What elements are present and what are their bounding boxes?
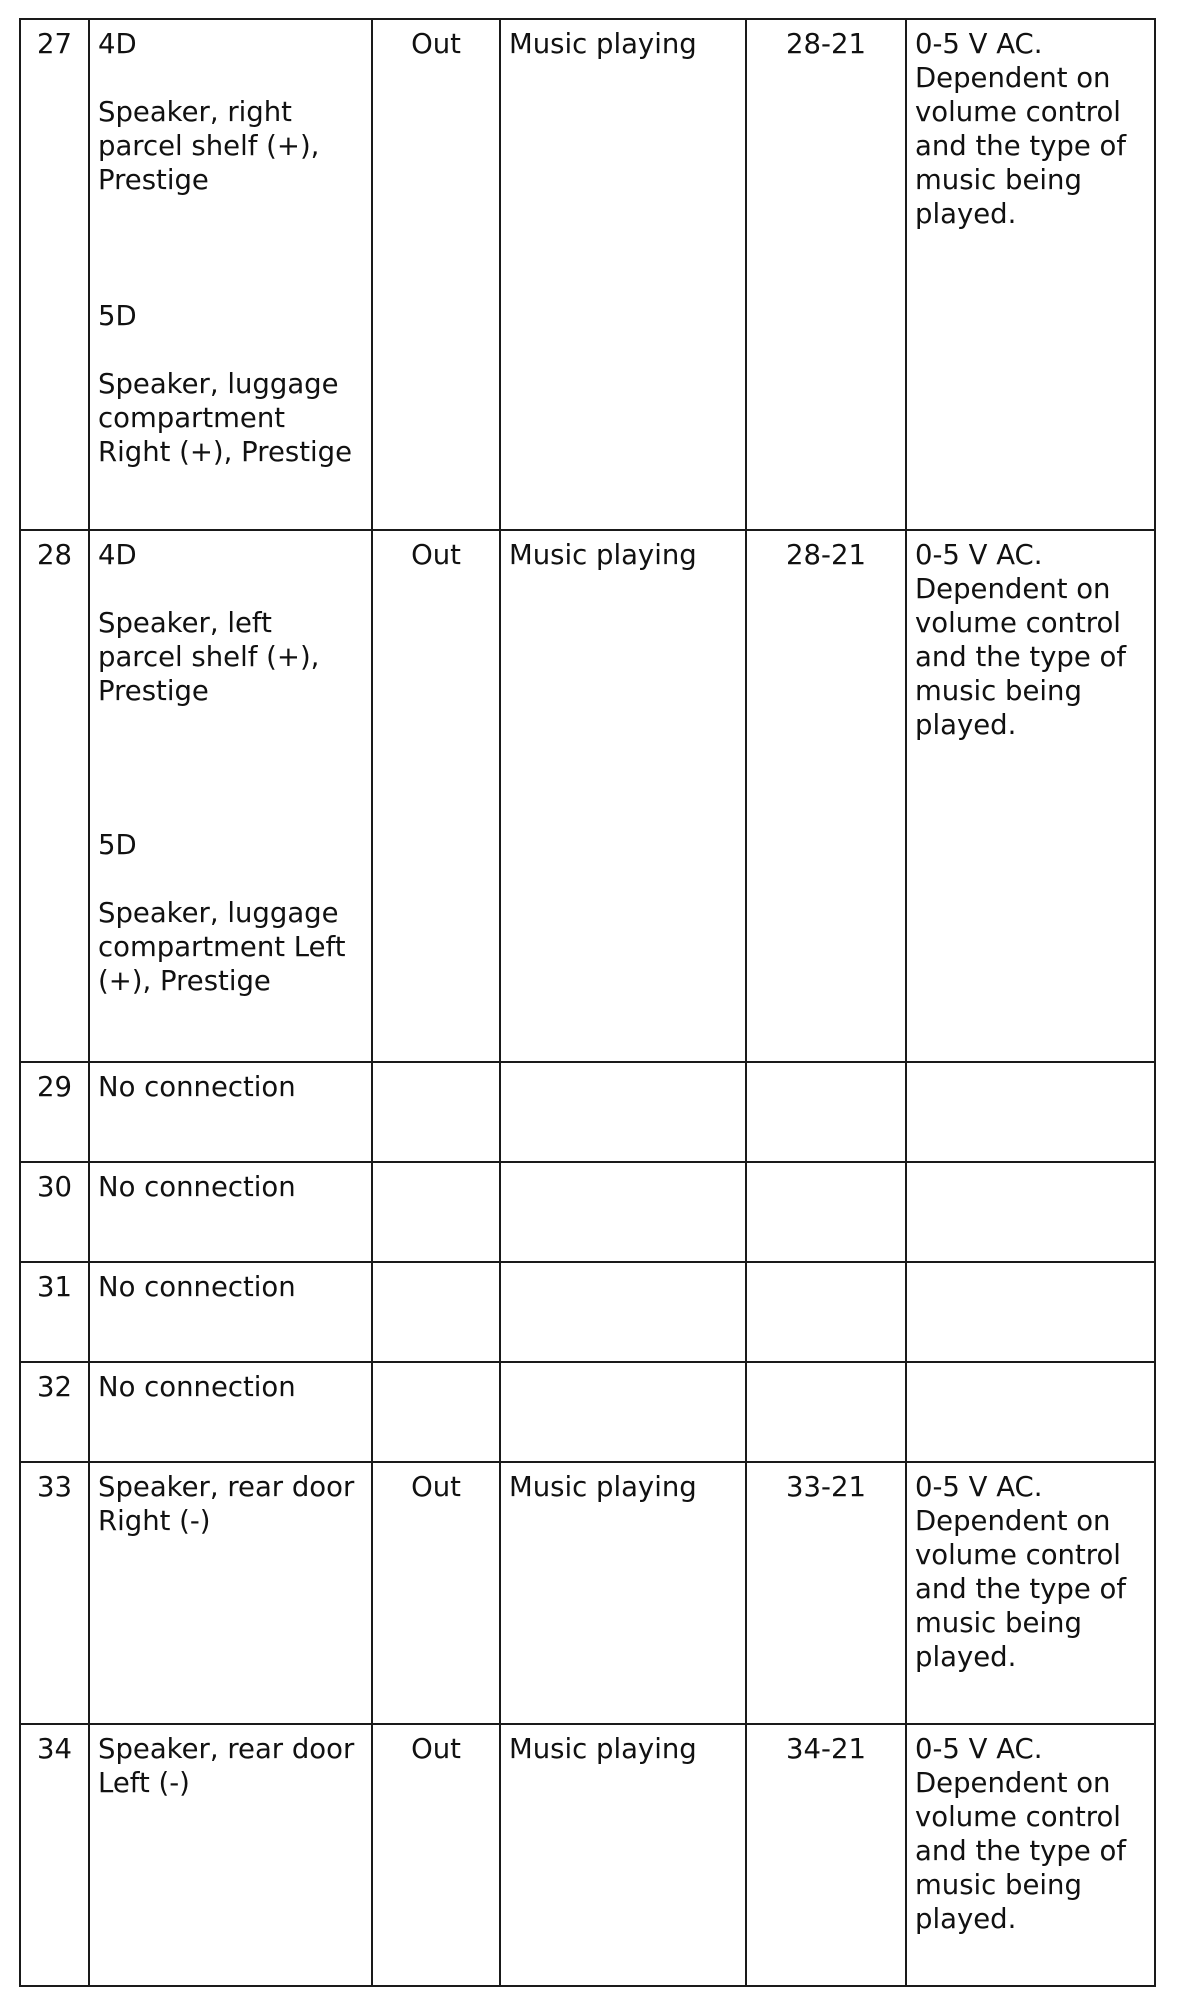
description-line: Speaker, rear door <box>98 1471 355 1503</box>
test-condition: Music playing <box>500 1724 746 1986</box>
value-line: Dependent on <box>915 1767 1111 1799</box>
value-line: and the type of <box>915 641 1127 673</box>
description-line: parcel shelf (+), <box>98 641 320 673</box>
signal-direction: Out <box>372 530 500 1062</box>
signal-direction: Out <box>372 1462 500 1724</box>
expected-value <box>906 1362 1155 1462</box>
variant-code: 5D <box>98 829 137 861</box>
expected-value <box>906 1162 1155 1262</box>
value-line: volume control <box>915 96 1121 128</box>
value-line: volume control <box>915 607 1121 639</box>
pin-number: 32 <box>20 1362 89 1462</box>
value-line: and the type of <box>915 1573 1127 1605</box>
value-line: music being <box>915 1607 1082 1639</box>
value-line: Dependent on <box>915 62 1111 94</box>
table-row <box>20 530 1155 1062</box>
value-line: and the type of <box>915 1835 1127 1867</box>
value-line: volume control <box>915 1801 1121 1833</box>
description-line: (+), Prestige <box>98 965 271 997</box>
test-condition: Music playing <box>500 530 746 1062</box>
value-line: Dependent on <box>915 1505 1111 1537</box>
pin-number: 27 <box>20 19 89 530</box>
signal-direction <box>372 1162 500 1262</box>
expected-value <box>906 1062 1155 1162</box>
expected-value <box>906 1462 1155 1724</box>
pin-description <box>89 19 372 530</box>
measure-points: 28-21 <box>746 530 906 1062</box>
expected-value <box>906 1724 1155 1986</box>
pin-number: 28 <box>20 530 89 1062</box>
signal-direction <box>372 1362 500 1462</box>
signal-direction: Out <box>372 19 500 530</box>
value-line: played. <box>915 1641 1017 1673</box>
expected-value <box>906 19 1155 530</box>
description-line: Right (+), Prestige <box>98 436 352 468</box>
pin-number: 33 <box>20 1462 89 1724</box>
table-row <box>20 1462 1155 1724</box>
table-row <box>20 1162 1155 1262</box>
test-condition <box>500 1362 746 1462</box>
description-line: Right (-) <box>98 1505 211 1537</box>
description-line: Prestige <box>98 675 209 707</box>
pin-number: 29 <box>20 1062 89 1162</box>
test-condition <box>500 1262 746 1362</box>
description-line: Speaker, luggage <box>98 897 339 929</box>
expected-value <box>906 530 1155 1062</box>
measure-points: 28-21 <box>746 19 906 530</box>
value-line: 0-5 V AC. <box>915 1733 1043 1765</box>
value-line: music being <box>915 164 1082 196</box>
pin-number: 30 <box>20 1162 89 1262</box>
test-condition: Music playing <box>500 1462 746 1724</box>
measure-points: 33-21 <box>746 1462 906 1724</box>
description-line: compartment Left <box>98 931 346 963</box>
measure-points <box>746 1262 906 1362</box>
measure-points: 34-21 <box>746 1724 906 1986</box>
value-line: 0-5 V AC. <box>915 1471 1043 1503</box>
measure-points <box>746 1162 906 1262</box>
description-line: Speaker, right <box>98 96 292 128</box>
value-line: played. <box>915 198 1017 230</box>
pin-description <box>89 1724 372 1986</box>
description-line: Speaker, left <box>98 607 272 639</box>
value-line: played. <box>915 709 1017 741</box>
value-line: and the type of <box>915 130 1127 162</box>
pin-table <box>19 18 1156 1987</box>
table-row <box>20 1262 1155 1362</box>
pin-description <box>89 1462 372 1724</box>
value-line: Dependent on <box>915 573 1111 605</box>
table-row <box>20 1062 1155 1162</box>
signal-direction <box>372 1262 500 1362</box>
value-line: volume control <box>915 1539 1121 1571</box>
value-line: played. <box>915 1903 1017 1935</box>
signal-direction: Out <box>372 1724 500 1986</box>
description-line: Prestige <box>98 164 209 196</box>
value-line: 0-5 V AC. <box>915 539 1043 571</box>
table-row <box>20 19 1155 530</box>
value-line: music being <box>915 1869 1082 1901</box>
value-line: music being <box>915 675 1082 707</box>
pin-number: 31 <box>20 1262 89 1362</box>
pin-description: No connection <box>89 1362 372 1462</box>
expected-value <box>906 1262 1155 1362</box>
pin-description: No connection <box>89 1062 372 1162</box>
value-line: 0-5 V AC. <box>915 28 1043 60</box>
test-condition: Music playing <box>500 19 746 530</box>
table-row <box>20 1724 1155 1986</box>
description-line: compartment <box>98 402 286 434</box>
test-condition <box>500 1062 746 1162</box>
pin-description: No connection <box>89 1162 372 1262</box>
variant-code: 4D <box>98 28 137 60</box>
description-line: Speaker, luggage <box>98 368 339 400</box>
measure-points <box>746 1362 906 1462</box>
pin-description: No connection <box>89 1262 372 1362</box>
signal-direction <box>372 1062 500 1162</box>
description-line: parcel shelf (+), <box>98 130 320 162</box>
measure-points <box>746 1062 906 1162</box>
variant-code: 5D <box>98 300 137 332</box>
description-line: Speaker, rear door <box>98 1733 355 1765</box>
variant-code: 4D <box>98 539 137 571</box>
table-row <box>20 1362 1155 1462</box>
description-line: Left (-) <box>98 1767 190 1799</box>
pin-number: 34 <box>20 1724 89 1986</box>
test-condition <box>500 1162 746 1262</box>
pin-description <box>89 530 372 1062</box>
